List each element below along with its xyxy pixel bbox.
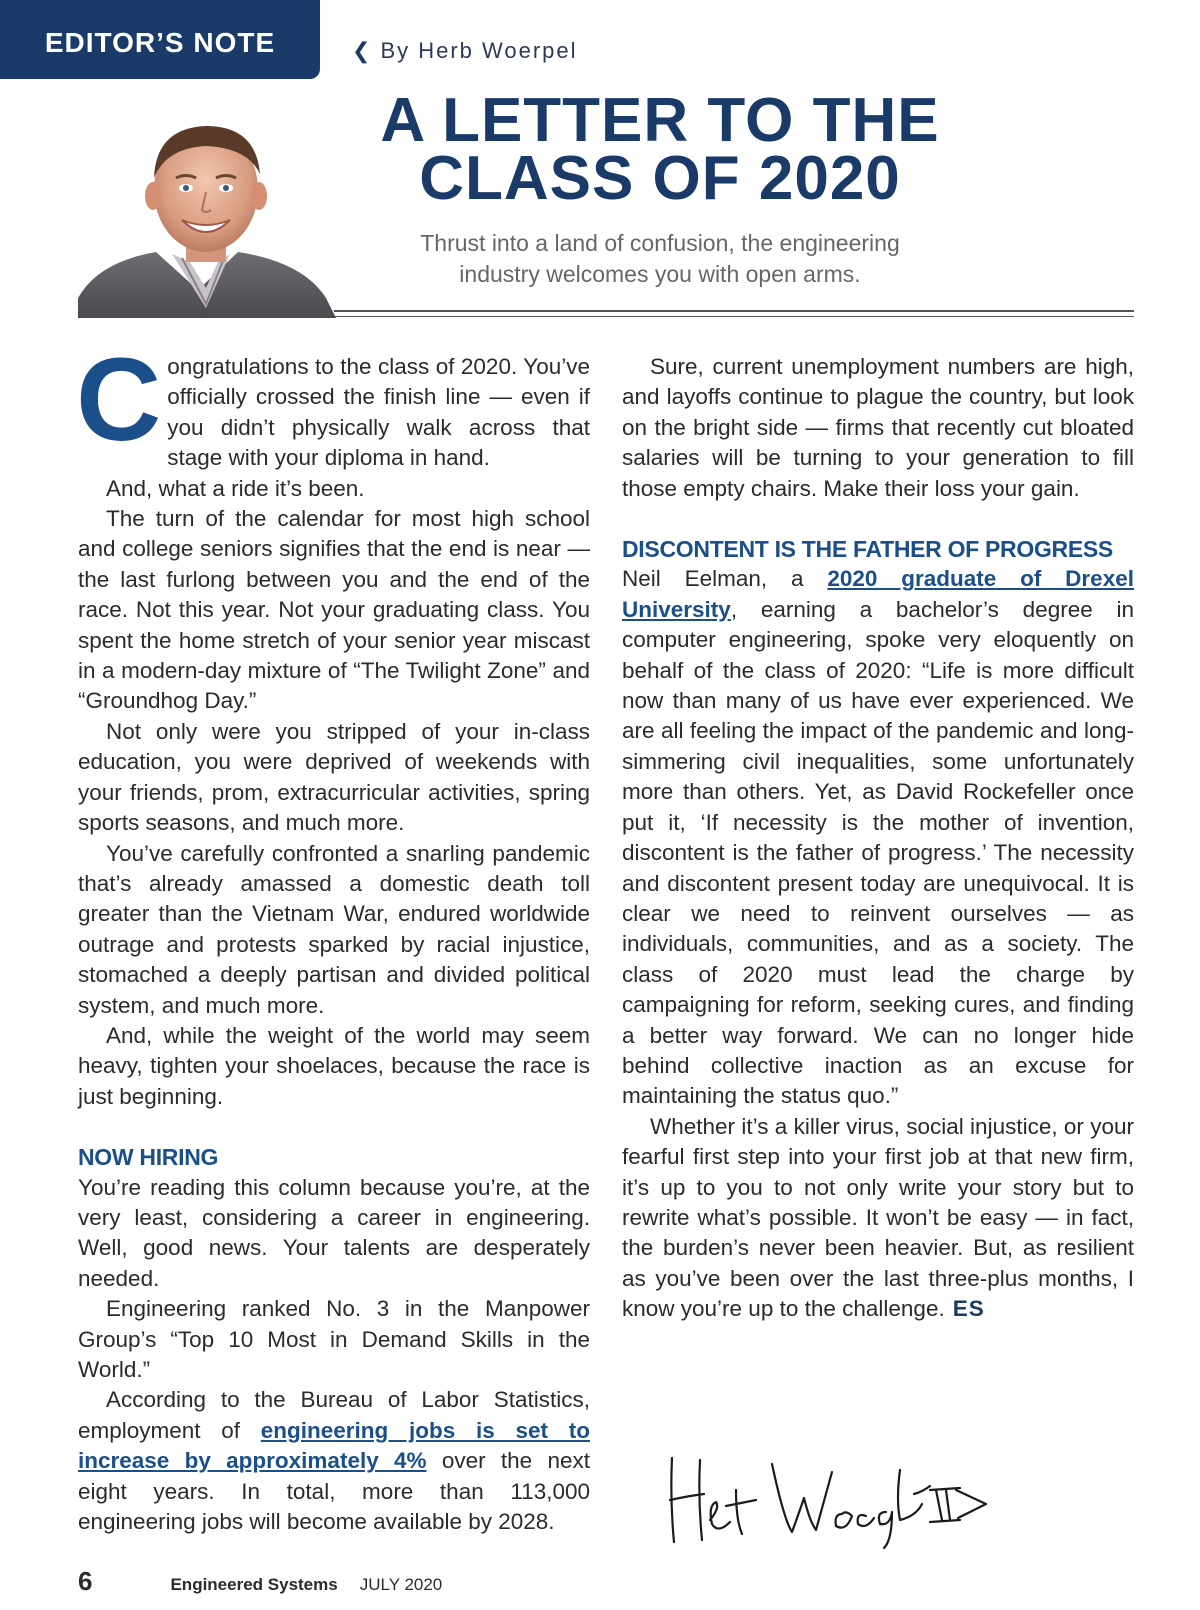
paragraph-text: ongratulations to the class of 2020. You’ve officially crossed the finish line — even if you didn’t physically walk across that stage with your diploma in hand. [167, 354, 590, 471]
end-mark: ES [952, 1296, 985, 1322]
author-signature [660, 1450, 990, 1550]
paragraph: You’ve carefully confronted a snarling pandemic that’s already amassed a domestic death toll greater than the Vietnam War, endured worldwide outrage and protests sparked by racial injustice, stomached a deeply partisan and divided political system, and much more. [78, 840, 590, 1018]
paragraph-text: over the next eight years. In total, more than 113,000 engineering jobs will become available by 2028. [78, 1448, 590, 1535]
paragraph: The turn of the calendar for most high school and college seniors signifies that the end is near — the last furlong between you and the end of the race. Not this year. Not your graduating class. You spent the home stretch of your senior year miscast in a modern-day mixture of “The Twilight Zone” and “Groundhog Day.” [78, 506, 590, 714]
headline-line-1: A LETTER TO THE [380, 86, 940, 155]
drop-cap: C [76, 334, 162, 466]
paragraph-text: Whether it’s a killer virus, social injustice, or your fearful first step into your first job at that new firm, it’s up to you to not only write your story but to rewrite what’s possible. It won’t be easy — in fact, the burden’s never been heavier. But, as resilient as you’ve been over the last three-plus months, I know you’re up to the challenge. [622, 1113, 1134, 1322]
author-photo [78, 112, 336, 318]
drexel-graduate-link[interactable]: 2020 graduate of Drexel University [622, 566, 1134, 622]
paragraph [622, 564, 1134, 1111]
chevron-left-icon: ❮ [352, 38, 373, 63]
paragraph [622, 1112, 1134, 1325]
paragraph-text: According to the Bureau of Labor Statistics, employment of [78, 1387, 590, 1443]
right-column [622, 352, 1134, 1325]
byline-text: By Herb Woerpel [380, 38, 578, 63]
left-column [76, 334, 590, 1537]
deck [340, 228, 980, 290]
deck-line-1: Thrust into a land of confusion, the engineering [420, 230, 900, 256]
issue-date: JULY 2020 [359, 1575, 443, 1594]
paragraph: And, what a ride it’s been. [106, 475, 365, 501]
byline [352, 38, 578, 64]
headline-line-2: CLASS OF 2020 [419, 144, 901, 213]
paragraph: And, while the weight of the world may seem heavy, tighten your shoelaces, because the race is just beginning. [78, 1022, 590, 1109]
subhead-discontent: DISCONTENT IS THE FATHER OF PROGRESS [622, 536, 1113, 563]
page-number: 6 [78, 1566, 93, 1596]
publication-name: Engineered Systems [170, 1575, 338, 1594]
subhead-now-hiring: NOW HIRING [78, 1144, 219, 1171]
engineering-jobs-link[interactable]: engineering jobs is set to increase by approximately 4% [78, 1417, 590, 1474]
paragraph [78, 1385, 590, 1537]
paragraph: Sure, current unemployment numbers are high, and layoffs continue to plague the country, but look on the bright side — firms that recently cut bloated salaries will be turning to your generation to fill those empty chairs. Make their loss your gain. [622, 354, 1134, 501]
header-rule-thin [334, 316, 1134, 317]
section-tab [0, 0, 320, 79]
paragraph-text: , earning a bachelor’s degree in computer engineering, spoke very eloquently on behalf of the class of 2020: “Life is more difficult now than many of us have ever experienced. We are all feeling the impact of the pandemic and long-simmering civil inequalities, some unfortunately more than others. Yet, as David Rockefeller once put it, ‘If necessity is the mother of invention, discontent is the father of progress.’ The necessity and discontent present today are unequivocal. It is clear we need to reinvent ourselves — as individuals, communities, and as a society. The class of 2020 must lead the charge by campaigning for reform, seeking cures, and finding a better way forward. We can no longer hide behind collective inaction as an excuse for maintaining the status quo.” [622, 596, 1134, 1109]
paragraph: Not only were you stripped of your in-class education, you were deprived of weekends with your friends, prom, extracurricular activities, spring sports seasons, and much more. [78, 718, 590, 836]
paragraph [76, 334, 590, 474]
page-footer [78, 1566, 442, 1597]
deck-line-2: industry welcomes you with open arms. [459, 261, 861, 287]
paragraph: You’re reading this column because you’re, at the very least, considering a career in engineering. Well, good news. Your talents are desperately needed. [78, 1174, 590, 1291]
headline [340, 86, 980, 213]
paragraph: Engineering ranked No. 3 in the Manpower Group’s “Top 10 Most in Demand Skills in the World.” [78, 1296, 590, 1382]
section-label: EDITOR’S NOTE [44, 26, 276, 58]
header-rule [334, 310, 1134, 312]
paragraph-text: Neil Eelman, a [622, 566, 828, 592]
